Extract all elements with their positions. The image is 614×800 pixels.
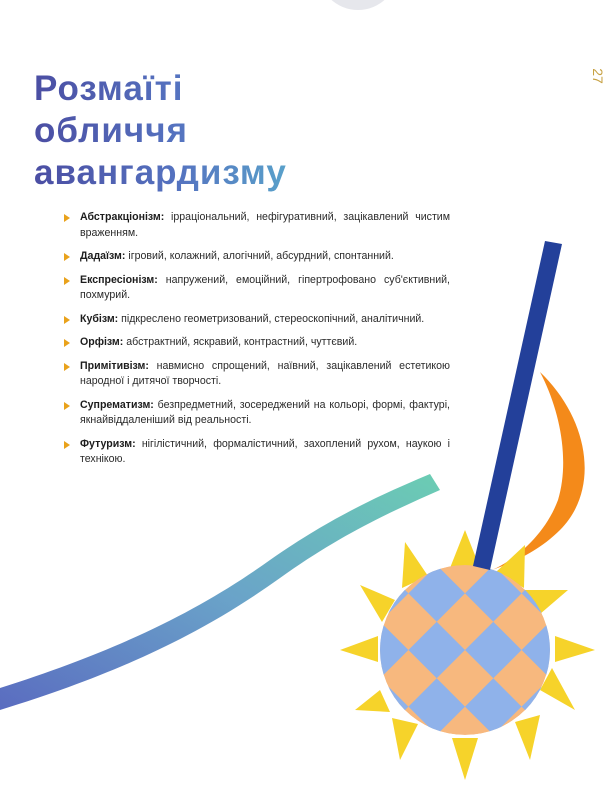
style-term: Абстракціонізм: [80,211,165,223]
style-term: Орфізм: [80,336,124,348]
title-line-2: обличчя [34,111,188,150]
style-description: абстрактний, яскравий, контрастний, чуттєвий. [123,336,358,348]
title-line-3: авангардизму [34,153,287,192]
style-description: напружений, емоційний, гіпертрофовано суб'єктивний, похмурий. [80,273,450,301]
style-description: навмисно спрощений, наївний, зацікавлений естетикою народної і дитячої творчості. [80,359,450,387]
style-description: ірраціональний, нефігуративний, зацікавлений чистим враженням. [80,211,450,239]
style-description: підкреслено геометризований, стереоскопічний, аналітичний. [118,312,425,325]
style-term: Дадаїзм: [80,250,126,262]
style-term: Футуризм: [80,437,136,450]
style-description: безпредметний, зосереджений на кольорі, формі, фактурі, якнайвіддаленіший від реальності. [80,398,450,426]
title-line-1: Розмаїті [34,69,184,108]
style-term: Кубізм: [80,312,119,325]
style-term: Примітивізм: [80,359,149,372]
style-term: Супрематизм: [80,398,154,411]
style-description: нігілістичний, формалістичний, захоплений рухом, наукою і технікою. [80,437,450,465]
style-term: Експресіонізм: [80,273,158,286]
style-description: ігровий, колажний, алогічний, абсурдний, спонтанний. [125,250,394,262]
page-number: 27 [590,68,606,84]
